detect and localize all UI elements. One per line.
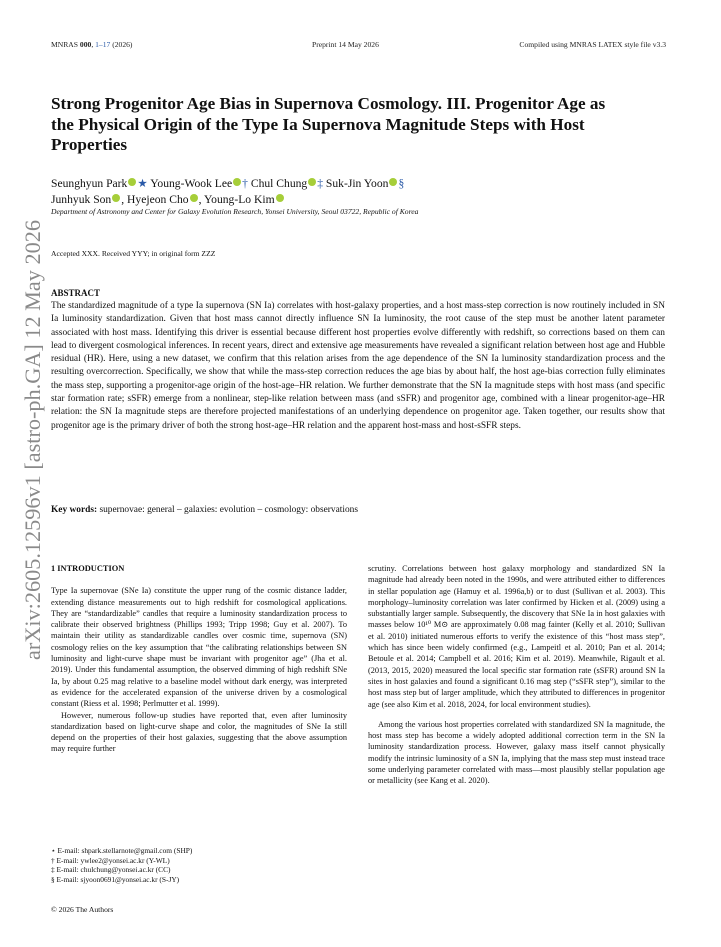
orcid-icon[interactable] — [276, 194, 284, 202]
orcid-icon[interactable] — [128, 178, 136, 186]
footnote: † E-mail: ywlee2@yonsei.ac.kr (Y-WL) — [51, 855, 170, 865]
footnotes — [51, 846, 347, 884]
arxiv-sidebar — [0, 220, 48, 660]
running-header-journal: MNRAS 000, 1–17 (2026) — [51, 40, 133, 49]
author: Chul Chung ‡ — [250, 177, 324, 190]
compiled-note: Compiled using MNRAS LATEX style file v3.3 — [519, 40, 666, 49]
preprint-date: Preprint 14 May 2026 — [312, 40, 379, 49]
orcid-icon[interactable] — [190, 194, 198, 202]
orcid-icon[interactable] — [308, 178, 316, 186]
affiliation: Department of Astronomy and Center for Galaxy Evolution Research, Yonsei University, Seoul 03722, Republic of Korea — [51, 207, 419, 216]
author: Suk-Jin Yoon § — [325, 177, 405, 190]
footnote: § E-mail: sjyoon0691@yonsei.ac.kr (S-JY) — [51, 874, 180, 884]
orcid-icon[interactable] — [389, 178, 397, 186]
keywords-text: supernovae: general – galaxies: evolution – cosmology: observations — [99, 505, 358, 515]
author: Young-Lo Kim — [204, 193, 285, 206]
received-accepted-note: Accepted XXX. Received YYY; in original form ZZZ — [51, 249, 216, 258]
copyright-note: © 2026 The Authors — [51, 905, 114, 914]
journal-volume: 000 — [79, 40, 92, 49]
intro-paragraph-2: However, numerous follow-up studies have reported that, even after luminosity standardization based on light-curve shape and color, the magnitudes of SNe Ia still depend on the properties of their host galaxies, suggesting that the above assumption may require further — [51, 710, 347, 754]
author: Seunghyun Park ★ — [51, 177, 148, 190]
section-heading: 1 INTRODUCTION — [51, 564, 125, 573]
footnote: ‡ E-mail: chulchung@yonsei.ac.kr (CC) — [51, 865, 171, 874]
journal-year: (2026) — [112, 40, 133, 49]
keywords-label: Key words: — [51, 505, 98, 515]
abstract-text: The standardized magnitude of a type Ia supernova (SN Ia) correlates with host-galaxy properties, and a host mass-step correction is now routinely included in SN Ia luminosity standardization. Given that host mass cannot directly influence SN Ia luminosity, the root cause of the step must be another latent parameter associated with host mass. Identifying this driver is essential because different host properties evolve differently with redshift, so corrections based on them can lead to divergent cosmological inferences. In recent years, direct and extensive age measurements have revealed a significant relation between host age and Hubble residual (HR). Here, using a new dataset, we confirm that this relation arises from the age dependence of the SN Ia luminosity standardization process and the resulting overcorrection. Specifically, we show that while the mass-step correction reduces the age bias by about half, the host age-bias correction fully eliminates the mass step, supporting a progenitor-age origin of the host-age–HR relation. We further demonstrate that the SN Ia magnitude steps with host mass (and specific star formation rate; sSFR) emerge from a nonlinear, step-like relation between mass (and sSFR) and progenitor age, combined with a linear progenitor-age–HR relation: the SN Ia magnitude steps are therefore projected manifestations of an underlying dependence on progenitor age. Taken together, our results show that progenitor age is the primary driver of both the strong host-age–HR relation and the apparent host-mass and host-sSFR steps. — [51, 301, 665, 431]
orcid-icon[interactable] — [233, 178, 241, 186]
author: Young-Wook Lee † — [150, 177, 248, 190]
author-list — [51, 176, 631, 208]
intro-paragraph-3: scrutiny. Correlations between host galaxy morphology and standardized SN Ia magnitude had already been noted in the 1990s, and were attributed either to differences in stellar population age (Hamuy et al. 1996a,b) or to dust (Sullivan et al. 2003). This morphology–luminosity correlation was later confirmed by Hicken et al. (2009) using a substantially larger sample. Subsequently, the discovery that SNe Ia in host galaxies with masses below 10¹⁰ M⊙ are approximately 0.08 mag fainter (Kelly et al. 2010; Sullivan et al. 2010) initiated numerous efforts to verify the existence of this “host mass step”, which has since been widely confirmed (e.g., Lampeitl et al. 2010; Pan et al. 2014; Betoule et al. 2014; Campbell et al. 2016; Kim et al. 2019). Meanwhile, Rigault et al. (2013, 2015, 2020) measured the local specific star formation rate (sSFR) around SN Ia sites in host galaxies and found a significant 0.16 mag step (“sSFR step”), similar to the host mass step but of larger amplitude, which they attributed to differences in progenitor age (see also Kim et al. 2018, 2024, for local environment studies). — [368, 564, 665, 709]
author: Hyejeon Cho , — [127, 193, 202, 206]
abstract-heading: ABSTRACT — [51, 288, 101, 298]
journal-name: MNRAS — [51, 40, 79, 49]
paper-title: Strong Progenitor Age Bias in Supernova Cosmology. III. Progenitor Age as the Physical Origin of the Type Ia Supernova Magnitude Steps with Host Properties — [51, 94, 606, 154]
orcid-icon[interactable] — [112, 194, 120, 202]
right-column — [368, 563, 665, 787]
page-range-link[interactable]: 1–17 — [95, 40, 111, 49]
footnote: ⋆ E-mail: shpark.stellarnote@gmail.com (SHP) — [51, 846, 193, 855]
arxiv-identifier: arXiv:2605.12596v1 [astro-ph.GA] 12 May 2026 — [20, 224, 45, 660]
author: Junhyuk Son , — [51, 193, 125, 206]
keywords — [51, 505, 665, 515]
left-column — [51, 563, 347, 755]
intro-paragraph-1: Type Ia supernovae (SNe Ia) constitute the upper rung of the cosmic distance ladder, extending distance measurements out to high redshift for cosmological applications. They are “standardizable” candles that require a luminosity standardization process to calibrate their observed brightness (Phillips 1993; Tripp 1998; Guy et al. 2007). To maintain their utility as standardizable candles over cosmic time, supernova (SN) cosmology relies on the key assumption that “the calibrating relationships between SN luminosity and light-curve shape must be invariant with progenitor age” (Jha et al. 2019). Under this fundamental assumption, the observed dimming of high redshift SNe Ia, by about 0.25 mag relative to a baseline model without dark energy, was interpreted as evidence for the accelerated expansion of the universe driven by a cosmological constant (Riess et al. 1998; Perlmutter et al. 1999). — [51, 586, 347, 709]
intro-paragraph-4: Among the various host properties correlated with standardized SN Ia magnitude, the host mass step has become a widely adopted additional correction term in the SN Ia luminosity standardization process. However, galaxy mass itself cannot physically modify the intrinsic luminosity of a SN Ia, implying that the mass step must instead trace some underlying parameter correlated with mass—most plausibly stellar population age or metallicity (see Kang et al. 2020). — [368, 719, 665, 786]
